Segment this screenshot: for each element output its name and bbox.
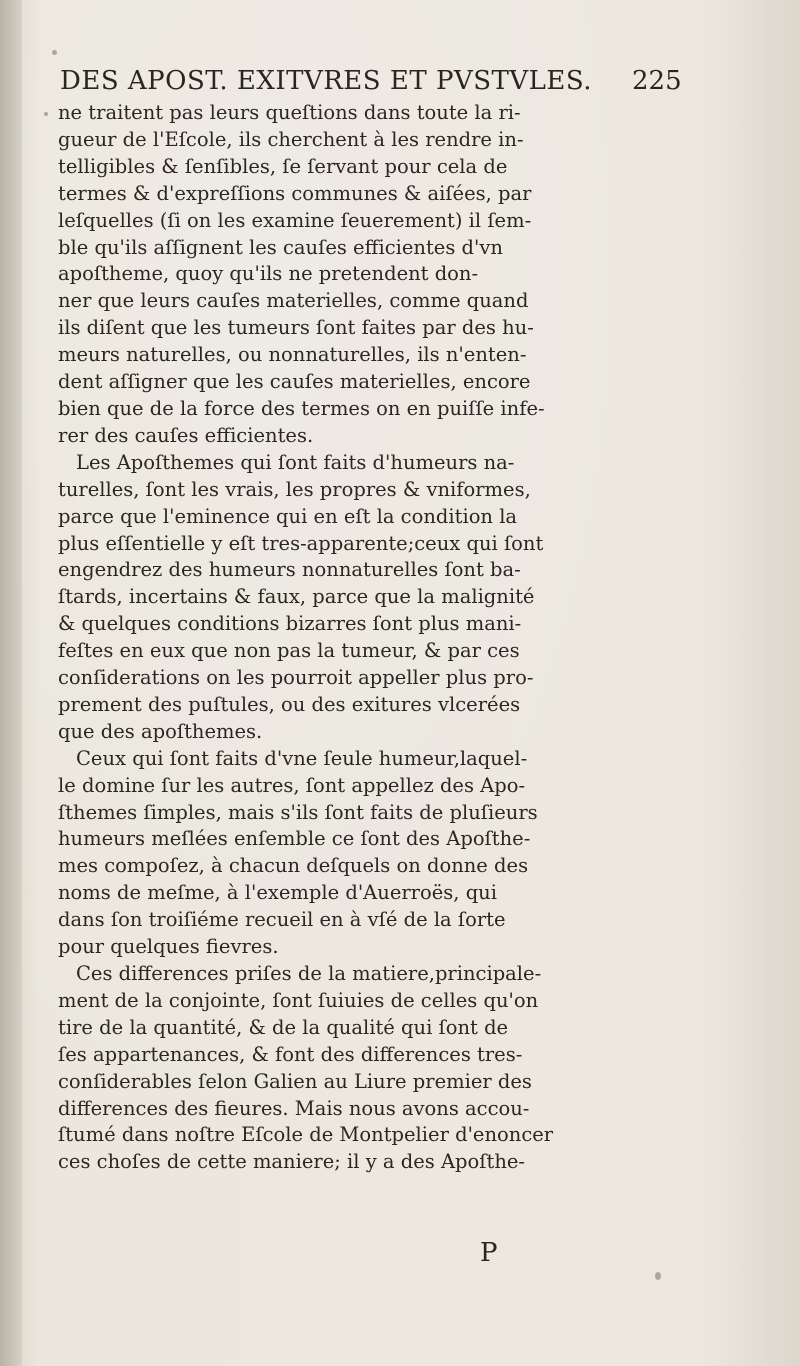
text-line: parce que l'eminence qui en eſt la condition la <box>58 504 518 528</box>
paragraph-start-line: Les Apoſthemes qui ſont faits d'humeurs na- <box>76 450 515 474</box>
text-line: humeurs meſlées enſemble ce ſont des Apoſthe- <box>58 827 531 851</box>
text-line: ſtards, incertains & faux, parce que la malignité <box>58 585 535 609</box>
text-line: mes compoſez, à chacun deſquels on donne des <box>58 854 529 878</box>
text-line: pour quelques fievres. <box>58 935 279 959</box>
text-line: meurs naturelles, ou nonnaturelles, ils n'enten- <box>58 343 527 367</box>
text-line: ſtumé dans noſtre Eſcole de Montpelier d'enoncer <box>58 1123 554 1147</box>
text-line: ble qu'ils aſſignent les cauſes efficientes d'vn <box>58 235 503 259</box>
text-line: differences des fieures. Mais nous avons accou- <box>58 1096 530 1120</box>
page-number: 225 <box>632 66 682 96</box>
text-line: ment de la conjointe, ſont ſuiuies de celles qu'on <box>58 988 539 1012</box>
text-line: leſquelles (ſi on les examine ſeuerement) il ſem- <box>58 208 532 232</box>
text-line: apoſtheme, quoy qu'ils ne pretendent don- <box>58 262 479 286</box>
text-line: noms de meſme, à l'exemple d'Auerroës, qui <box>58 881 497 905</box>
text-line: bien que de la force des termes on en puiſſe infe- <box>58 396 545 420</box>
text-line: ner que leurs cauſes materielles, comme quand <box>58 289 529 313</box>
text-line: que des apoſthemes. <box>58 719 263 743</box>
text-line: ces choſes de cette maniere; il y a des Apoſthe- <box>58 1150 526 1174</box>
text-line: feſtes en eux que non pas la tumeur, & par ces <box>58 639 520 663</box>
ink-speck <box>52 50 57 55</box>
text-line: dans ſon troiſiéme recueil en à vſé de la ſorte <box>58 908 506 932</box>
text-line: & quelques conditions bizarres ſont plus mani- <box>58 612 522 636</box>
text-line: dent aſſigner que les cauſes materielles, encore <box>58 370 531 394</box>
text-line: ſthemes ſimples, mais s'ils ſont faits de pluſieurs <box>58 800 538 824</box>
running-head: DES APOST. EXITVRES ET PVSTVLES. <box>60 66 593 96</box>
text-line: telligibles & ſenſibles, ſe ſervant pour cela de <box>58 154 508 178</box>
body-text <box>58 100 630 1176</box>
binding-gutter <box>0 0 22 1366</box>
text-line: engendrez des humeurs nonnaturelles ſont ba- <box>58 558 521 582</box>
text-line: ne traitent pas leurs queſtions dans toute la ri- <box>58 101 521 124</box>
text-line: le domine ſur les autres, ſont appellez des Apo- <box>58 773 526 797</box>
text-line: plus eſſentielle y eſt tres-apparente;ceux qui ſont <box>58 531 544 555</box>
ink-speck <box>44 112 48 116</box>
text-line: gueur de l'Eſcole, ils cherchent à les rendre in- <box>58 127 524 151</box>
signature-mark: P <box>480 1238 498 1268</box>
text-line: ſes appartenances, & font des differences tres- <box>58 1042 523 1066</box>
paragraph-start-line: Ceux qui ſont faits d'vne ſeule humeur,laquel- <box>76 746 528 770</box>
paragraph-start-line: Ces differences priſes de la matiere,principale- <box>76 962 542 985</box>
text-line: tire de la quantité, & de la qualité qui ſont de <box>58 1015 509 1039</box>
text-line: conſiderations on les pourroit appeller plus pro- <box>58 666 534 690</box>
text-line: prement des puſtules, ou des exitures vlcerées <box>58 692 521 716</box>
text-line: conſiderables ſelon Galien au Liure premier des <box>58 1069 532 1093</box>
ink-speck <box>655 1272 661 1280</box>
text-line: rer des cauſes efficientes. <box>58 423 314 447</box>
text-line: turelles, ſont les vrais, les propres & vniformes, <box>58 477 531 501</box>
text-line: termes & d'expreſſions communes & aiſées, par <box>58 181 532 205</box>
text-line: ils diſent que les tumeurs ſont faites par des hu- <box>58 316 534 340</box>
